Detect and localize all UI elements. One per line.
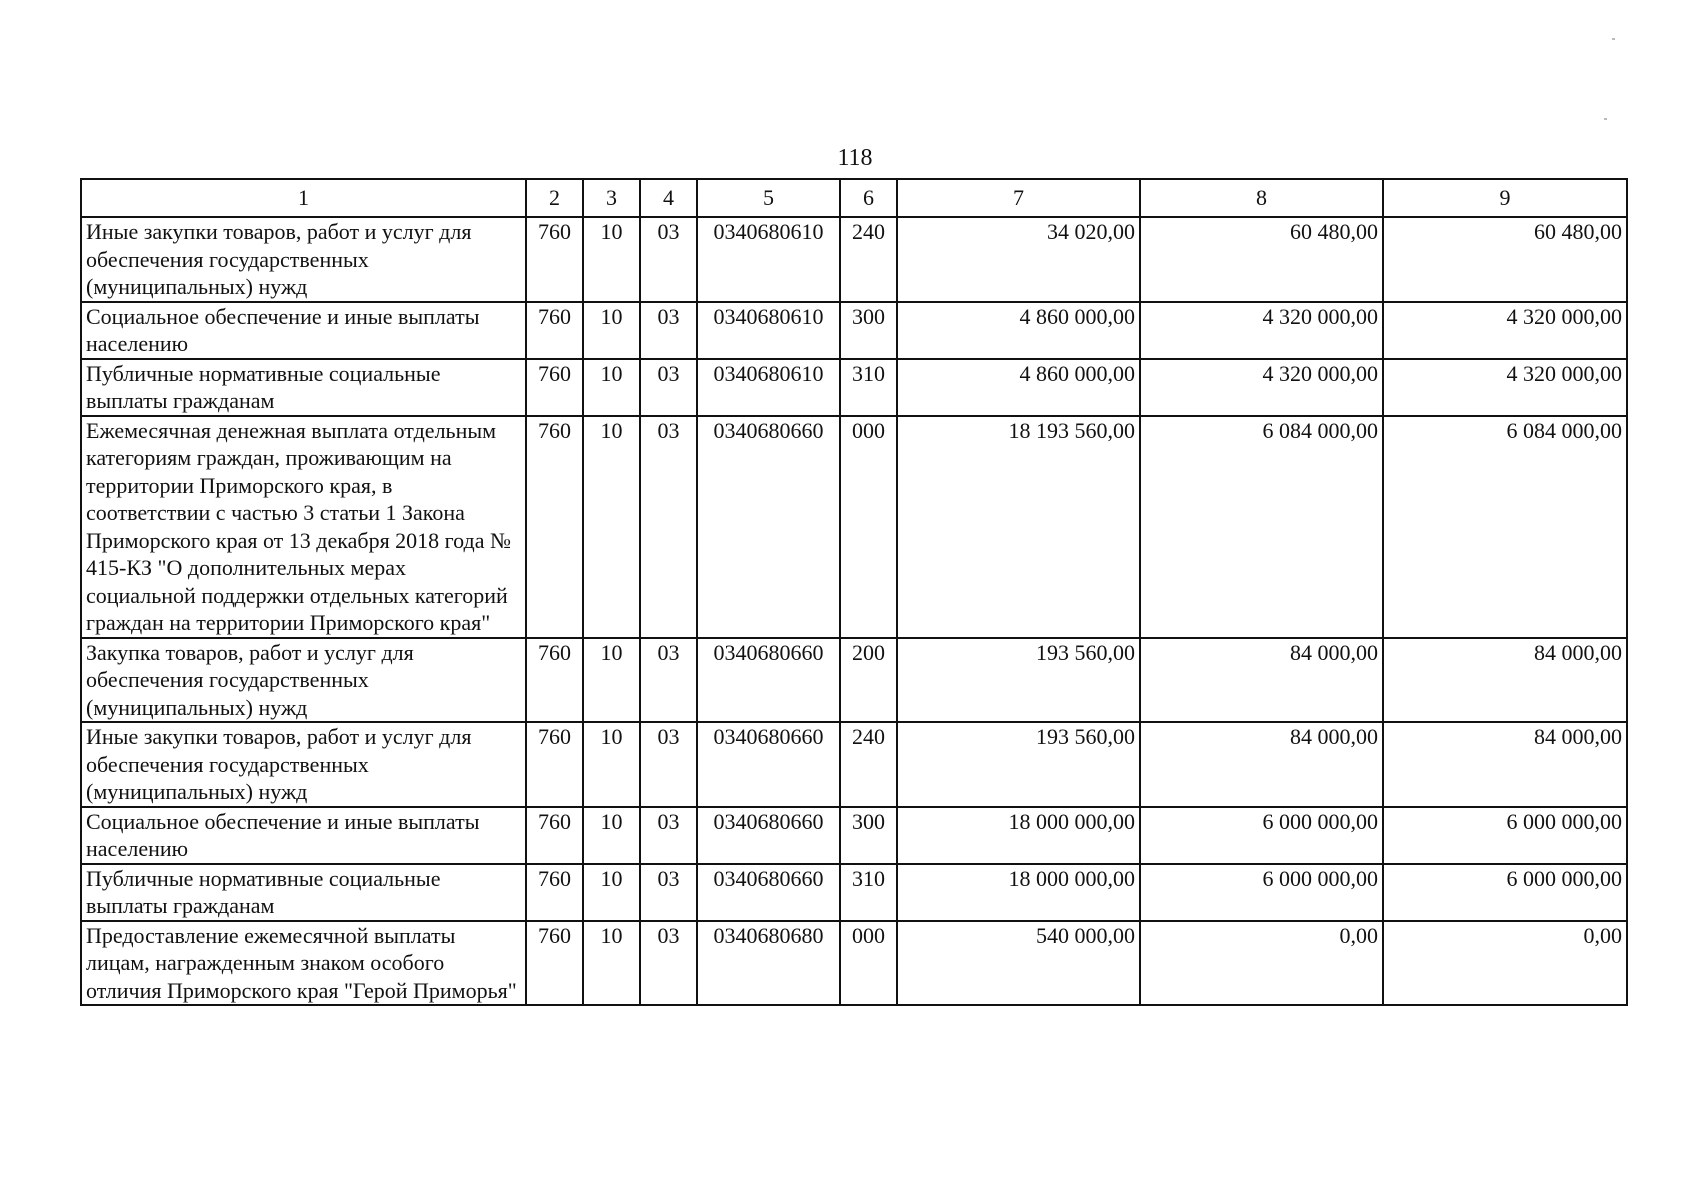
row-amount-col7: 4 860 000,00	[897, 302, 1140, 359]
row-code-target: 0340680660	[697, 638, 840, 723]
column-header: 3	[583, 179, 640, 217]
row-amount-col7: 193 560,00	[897, 638, 1140, 723]
row-code-expense-type: 300	[840, 807, 897, 864]
column-header: 7	[897, 179, 1140, 217]
row-amount-col7: 18 000 000,00	[897, 807, 1140, 864]
row-code-expense-type: 300	[840, 302, 897, 359]
row-code-ministry: 760	[526, 807, 583, 864]
row-amount-col8: 6 000 000,00	[1140, 864, 1383, 921]
row-amount-col8: 6 000 000,00	[1140, 807, 1383, 864]
row-code-subsection: 03	[640, 217, 697, 302]
row-code-target: 0340680680	[697, 921, 840, 1006]
row-code-section: 10	[583, 807, 640, 864]
row-amount-col8: 60 480,00	[1140, 217, 1383, 302]
row-name: Социальное обеспечение и иные выплаты населению	[81, 302, 526, 359]
row-code-expense-type: 310	[840, 359, 897, 416]
row-code-expense-type: 000	[840, 416, 897, 638]
row-code-subsection: 03	[640, 722, 697, 807]
row-amount-col9: 0,00	[1383, 921, 1627, 1006]
row-amount-col8: 4 320 000,00	[1140, 302, 1383, 359]
row-name: Иные закупки товаров, работ и услуг для обеспечения государственных (муниципальных) нужд	[81, 217, 526, 302]
table-row	[81, 722, 1627, 807]
table-row	[81, 638, 1627, 723]
row-code-section: 10	[583, 416, 640, 638]
row-name: Ежемесячная денежная выплата отдельным категориям граждан, проживающим на территории Приморского края, в соответствии с частью 3 статьи 1 Закона Приморского края от 13 декабря 2018 года № 415-КЗ "О дополнительных мерах социальной поддержки отдельных категорий граждан на территории Приморского края"	[81, 416, 526, 638]
row-amount-col9: 60 480,00	[1383, 217, 1627, 302]
table-row	[81, 359, 1627, 416]
row-amount-col7: 18 193 560,00	[897, 416, 1140, 638]
row-amount-col7: 193 560,00	[897, 722, 1140, 807]
row-code-subsection: 03	[640, 638, 697, 723]
row-code-target: 0340680610	[697, 217, 840, 302]
row-code-section: 10	[583, 302, 640, 359]
table-row	[81, 864, 1627, 921]
row-amount-col7: 4 860 000,00	[897, 359, 1140, 416]
row-code-ministry: 760	[526, 921, 583, 1006]
column-header: 9	[1383, 179, 1627, 217]
row-code-subsection: 03	[640, 921, 697, 1006]
row-name: Предоставление ежемесячной выплаты лицам, награжденным знаком особого отличия Приморского края "Герой Приморья"	[81, 921, 526, 1006]
row-code-section: 10	[583, 359, 640, 416]
row-amount-col9: 4 320 000,00	[1383, 359, 1627, 416]
row-code-ministry: 760	[526, 416, 583, 638]
row-code-section: 10	[583, 722, 640, 807]
row-amount-col8: 84 000,00	[1140, 638, 1383, 723]
row-code-ministry: 760	[526, 864, 583, 921]
table-row	[81, 807, 1627, 864]
row-code-section: 10	[583, 864, 640, 921]
row-name: Публичные нормативные социальные выплаты гражданам	[81, 359, 526, 416]
row-code-section: 10	[583, 921, 640, 1006]
row-code-expense-type: 240	[840, 217, 897, 302]
row-code-section: 10	[583, 638, 640, 723]
row-code-ministry: 760	[526, 722, 583, 807]
row-code-ministry: 760	[526, 359, 583, 416]
column-header: 4	[640, 179, 697, 217]
row-amount-col9: 84 000,00	[1383, 722, 1627, 807]
scan-speck	[1604, 118, 1607, 120]
scan-speck	[1612, 38, 1615, 40]
budget-table	[80, 178, 1628, 1006]
row-code-subsection: 03	[640, 864, 697, 921]
row-amount-col9: 6 000 000,00	[1383, 864, 1627, 921]
row-name: Социальное обеспечение и иные выплаты населению	[81, 807, 526, 864]
column-header: 6	[840, 179, 897, 217]
table-row	[81, 302, 1627, 359]
row-amount-col8: 4 320 000,00	[1140, 359, 1383, 416]
row-name: Публичные нормативные социальные выплаты гражданам	[81, 864, 526, 921]
row-amount-col9: 4 320 000,00	[1383, 302, 1627, 359]
row-code-section: 10	[583, 217, 640, 302]
row-amount-col8: 0,00	[1140, 921, 1383, 1006]
column-header: 1	[81, 179, 526, 217]
row-code-expense-type: 200	[840, 638, 897, 723]
row-code-target: 0340680660	[697, 722, 840, 807]
row-code-ministry: 760	[526, 217, 583, 302]
row-amount-col8: 6 084 000,00	[1140, 416, 1383, 638]
column-header: 5	[697, 179, 840, 217]
column-header: 8	[1140, 179, 1383, 217]
row-code-subsection: 03	[640, 359, 697, 416]
row-name: Иные закупки товаров, работ и услуг для обеспечения государственных (муниципальных) нужд	[81, 722, 526, 807]
row-amount-col7: 540 000,00	[897, 921, 1140, 1006]
row-code-target: 0340680660	[697, 807, 840, 864]
row-code-target: 0340680660	[697, 864, 840, 921]
column-header: 2	[526, 179, 583, 217]
row-code-target: 0340680660	[697, 416, 840, 638]
row-code-subsection: 03	[640, 807, 697, 864]
table-row	[81, 416, 1627, 638]
row-amount-col9: 84 000,00	[1383, 638, 1627, 723]
row-amount-col8: 84 000,00	[1140, 722, 1383, 807]
table-row	[81, 921, 1627, 1006]
row-code-subsection: 03	[640, 302, 697, 359]
row-name: Закупка товаров, работ и услуг для обеспечения государственных (муниципальных) нужд	[81, 638, 526, 723]
row-amount-col7: 18 000 000,00	[897, 864, 1140, 921]
row-code-expense-type: 000	[840, 921, 897, 1006]
row-amount-col7: 34 020,00	[897, 217, 1140, 302]
row-code-subsection: 03	[640, 416, 697, 638]
row-amount-col9: 6 084 000,00	[1383, 416, 1627, 638]
page-number: 118	[837, 145, 873, 171]
row-code-ministry: 760	[526, 302, 583, 359]
table-header-row	[81, 179, 1627, 217]
row-code-expense-type: 240	[840, 722, 897, 807]
row-amount-col9: 6 000 000,00	[1383, 807, 1627, 864]
table-row	[81, 217, 1627, 302]
row-code-target: 0340680610	[697, 302, 840, 359]
row-code-expense-type: 310	[840, 864, 897, 921]
row-code-ministry: 760	[526, 638, 583, 723]
row-code-target: 0340680610	[697, 359, 840, 416]
